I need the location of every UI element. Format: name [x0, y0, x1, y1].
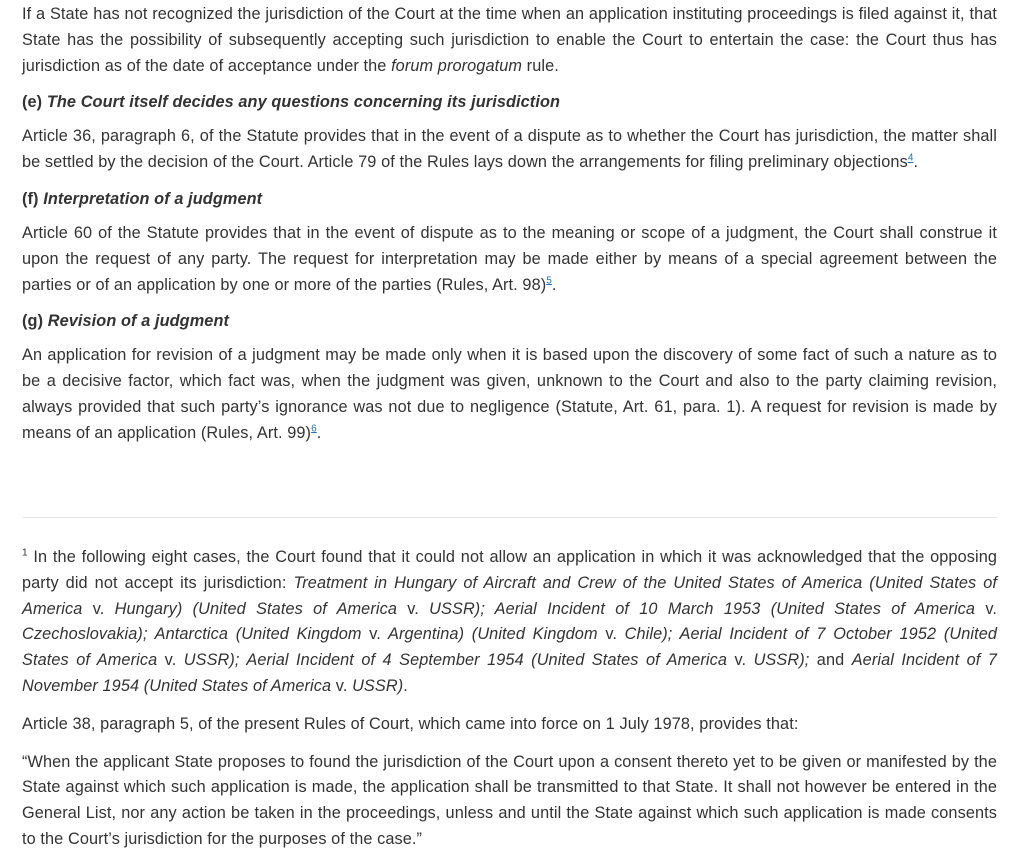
- case-name: Aerial Incident of 7 November 1954 (United States of America: [22, 651, 998, 695]
- paragraph-text: .: [316, 423, 322, 442]
- case-name: USSR); Aerial Incident of 4 September 1954 (United States of America: [176, 651, 735, 670]
- footnote-text: In the following eight cases, the Court found that it could not allow an application in which it was acknowledged that the opposing party did not accept its jurisdiction:: [22, 548, 997, 592]
- italic-term: forum prorogatum: [391, 56, 523, 75]
- versus: v.: [605, 625, 617, 644]
- section-letter: (f): [22, 189, 44, 208]
- versus: v.: [164, 651, 177, 670]
- case-name: Czechoslovakia); Antarctica (United Kingdom: [22, 625, 370, 644]
- footnote-1: [22, 545, 997, 700]
- paragraph-text: .: [551, 275, 557, 294]
- footnote-marker: 1: [22, 547, 28, 559]
- section-letter: (g): [22, 312, 48, 331]
- section-f-paragraph: [22, 221, 997, 298]
- case-name: Hungary) (United States of America: [104, 599, 408, 618]
- article-38-intro: Article 38, paragraph 5, of the present Rules of Court, which came into force on 1 July 1978, provides that:: [22, 714, 799, 733]
- case-name: USSR);: [746, 651, 810, 670]
- footnote-text: and: [809, 651, 852, 670]
- section-e-paragraph: [22, 124, 997, 176]
- section-g-paragraph: [22, 343, 997, 446]
- case-name: USSR): [347, 676, 404, 695]
- case-name: Treatment in Hungary of Aircraft and Crew of the United States of America (United States of America: [22, 573, 997, 618]
- paragraph-text: Article 60 of the Statute provides that in the event of dispute as to the meaning or scope of a judgment, the Court shall construe it upon the request of any party. The request for interpretation may be made either by means of a special agreement between the parties or of an application by one or more of the parties (Rules, Art. 98): [22, 223, 997, 294]
- versus: v.: [335, 676, 348, 695]
- versus: v.: [734, 651, 747, 670]
- paragraph-text: If a State has not recognized the jurisdiction of the Court at the time when an application instituting proceedings is filed against it, that State has the possibility of subsequently accepting such jurisdiction to enable the Court to entertain the case: the Court thus has jurisdiction as of the date of acceptance under the: [22, 5, 997, 75]
- section-title: The Court itself decides any questions concerning its jurisdiction: [46, 93, 561, 112]
- case-name: USSR); Aerial Incident of 10 March 1953 (United States of America: [418, 599, 986, 618]
- section-title: Interpretation of a judgment: [43, 189, 263, 208]
- paragraph-text: .: [913, 153, 919, 172]
- versus: v.: [92, 599, 105, 618]
- versus: v.: [369, 625, 381, 644]
- versus: v.: [985, 599, 997, 618]
- section-title: Revision of a judgment: [47, 312, 230, 331]
- footnote-link-5[interactable]: 5: [546, 275, 552, 287]
- versus: v.: [407, 599, 419, 618]
- paragraph-text: rule.: [522, 56, 559, 75]
- footnote-link-6[interactable]: 6: [311, 423, 317, 435]
- footnote-link-4[interactable]: 4: [907, 152, 914, 164]
- main-content: [22, 2, 997, 447]
- paragraph-forum-prorogatum: [22, 2, 997, 79]
- footnotes-divider: [22, 517, 997, 518]
- section-e-heading: [22, 92, 997, 112]
- footnote-text: .: [403, 676, 408, 695]
- article-38-quote: “When the applicant State proposes to found the jurisdiction of the Court upon a consent thereto yet to be given or manifested by the State against which such application is made, the application shall be transmitted to that State. It shall not however be entered in the General List, nor any action be taken in the proceedings, unless and until the State against which such application is made consents to the Court’s jurisdiction for the purposes of the case.”: [22, 752, 997, 848]
- paragraph-text: An application for revision of a judgment may be made only when it is based upon the discovery of some fact of such a nature as to be a decisive factor, which fact was, when the judgment was given, unknown to the Court and also to the party claiming revision, always provided that such party’s ignorance was not due to negligence (Statute, Art. 61, para. 1). A request for revision is made by means of an application (Rules, Art. 99): [22, 346, 997, 442]
- section-letter: (e): [22, 93, 47, 112]
- case-name: Chile); Aerial Incident of 7 October 1952 (United States of America: [22, 625, 997, 670]
- section-f-heading: [22, 189, 997, 209]
- footnotes-section: [22, 545, 997, 853]
- section-g-heading: [22, 311, 997, 331]
- paragraph-text: Article 36, paragraph 6, of the Statute provides that in the event of a dispute as to whether the Court has jurisdiction, the matter shall be settled by the decision of the Court. Article 79 of the Rules lays down the arrangements for filing preliminary objections: [22, 127, 997, 172]
- case-name: Argentina) (United Kingdom: [380, 625, 606, 644]
